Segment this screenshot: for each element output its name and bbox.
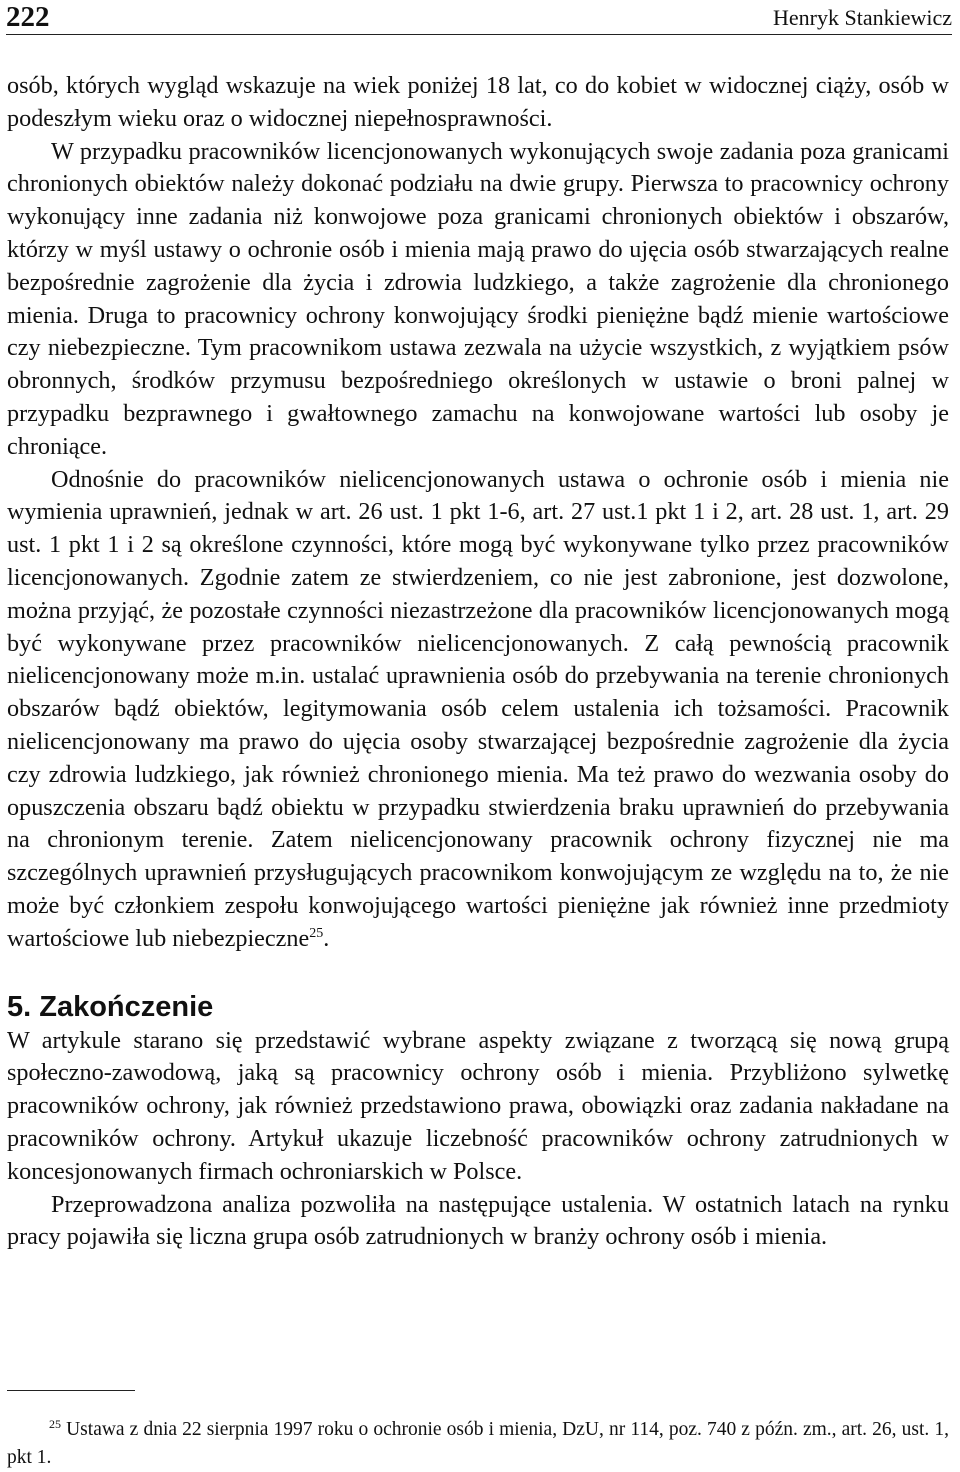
page-header bbox=[6, 0, 952, 35]
page-number: 222 bbox=[6, 1, 50, 33]
paragraph-unlicensed-workers bbox=[7, 464, 949, 956]
footnote-divider bbox=[7, 1390, 135, 1391]
footnote bbox=[7, 1416, 949, 1472]
paragraph-conclusion-intro: W artykule starano się przedstawić wybrane aspekty związane z tworzącą się nową grupą społeczno-zawodową, jaką są pracownicy ochrony osób i mienia. Przybliżono sylwetkę pracowników ochrony, jak również przedstawiono prawa, obowiązki oraz zadania nakładane na pracowników ochrony. Artykuł ukazuje liczebność pracowników ochrony zatrudnionych w koncesjonowanych firmach ochroniarskich w Polsce. bbox=[7, 1026, 949, 1185]
body-text bbox=[7, 70, 949, 1254]
footnote-reference[interactable]: 25 bbox=[309, 925, 324, 941]
paragraph-unlicensed-text: Odnośnie do pracowników nielicencjonowanych ustawa o ochronie osób i mienia nie wymienia uprawnień, jednak w art. 26 ust. 1 pkt 1-6, art. 27 ust.1 pkt 1 i 2, art. 28 ust. 1, art. 29 ust. 1 pkt 1 i 2 są określone czynności, które mogą być wykonywane tylko przez pracowników licencjonowanych. Zgodnie zatem ze stwierdzeniem, co nie jest zabronione, jest dozwolone, można przyjąć, że pozostałe czynności niezastrzeżone dla pracowników licencjonowanych mogą być wykonywane przez pracowników nielicencjonowanych. Z całą pewnością pracownik nielicencjonowany może m.in. ustalać uprawnienia osób do przebywania na terenie chronionych obszarów bądź obiektów, legitymowania osób celem ustalenia ich tożsamości. Pracownik nielicencjonowany ma prawo do ujęcia osoby stwarzającej bezpośrednie zagrożenie dla życia czy zdrowia ludzkiego, jak również chronionego mienia. Ma też prawo do wezwania osoby do opuszczenia obszaru bądź obiektu w przypadku stwierdzenia braku uprawnień do przebywania na chronionym terenie. Zatem nielicencjonowany pracownik ochrony fizycznej nie ma szczególnych uprawnień przysługujących pracownikom konwojującym ze względu na to, że nie może być członkiem zespołu konwojującego wartości pieniężne jak również inne przedmioty wartościowe lub niebezpieczne bbox=[7, 465, 949, 952]
footnote-text: Ustawa z dnia 22 sierpnia 1997 roku o ochronie osób i mienia, DzU, nr 114, poz. 740 z późn. zm., art. 26, ust. 1, pkt 1. bbox=[7, 1419, 949, 1468]
running-head-author: Henryk Stankiewicz bbox=[773, 5, 952, 30]
paragraph-licensed-workers: W przypadku pracowników licencjonowanych wykonujących swoje zadania poza granicami chronionych obiektów należy dokonać podziału na dwie grupy. Pierwsza to pracownicy ochrony wykonujący inne zadania niż konwojowe poza granicami chronionych obiektów i obszarów, którzy w myśl ustawy o ochronie osób i mienia mają prawo do ujęcia osób stwarzających realne bezpośrednie zagrożenie dla życia i zdrowia ludzkiego, a także zagrożenie dla chronionego mienia. Druga to pracownicy ochrony konwojujący środki pieniężne bądź mienie wartościowe czy niebezpieczne. Tym pracownikom ustawa zezwala na użycie wszystkich, z wyjątkiem psów obronnych, środków przymusu bezpośredniego określonych w ustawie o broni palnej w przypadku bezprawnego i gwałtownego zamachu na konwojowane wartości lub osoby je chroniące. bbox=[7, 137, 949, 460]
paragraph-end-period: . bbox=[323, 924, 330, 952]
footnote-number: 25 bbox=[49, 1417, 61, 1431]
section-heading: 5. Zakończenie bbox=[7, 990, 214, 1023]
paragraph-continued: osób, których wygląd wskazuje na wiek poniżej 18 lat, co do kobiet w widocznej ciąży, osób w podeszłym wieku oraz o widocznej niepełnosprawności. bbox=[7, 72, 949, 132]
paragraph-conclusion-findings: Przeprowadzona analiza pozwoliła na następujące ustalenia. W ostatnich latach na rynku pracy pojawiła się liczna grupa osób zatrudnionych w branży ochrony osób i mienia. bbox=[7, 1190, 949, 1251]
